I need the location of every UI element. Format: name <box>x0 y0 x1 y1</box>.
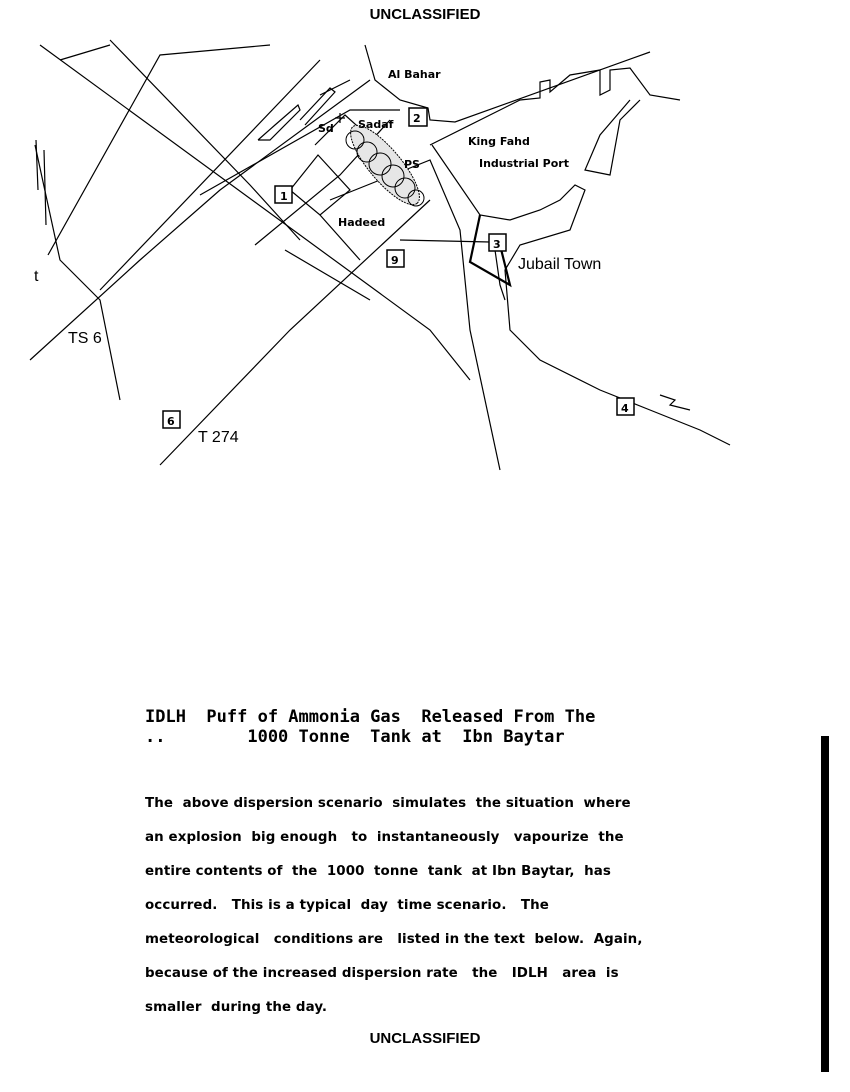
map-marker-6 <box>163 411 180 428</box>
map-coastline <box>365 45 650 122</box>
map-coastline <box>432 145 730 445</box>
release-point-icon <box>335 113 345 123</box>
label-ts6: TS 6 <box>68 330 102 347</box>
map-road <box>110 40 300 240</box>
map-coastline <box>585 100 640 175</box>
label-t-fragment: t <box>34 268 39 285</box>
map-marker-2 <box>409 108 427 126</box>
map-marker-9 <box>387 250 404 267</box>
label-industrial-port: Industrial Port <box>479 157 569 170</box>
map-marker-4 <box>617 398 634 415</box>
description-paragraph <box>145 778 745 1033</box>
svg-text:2: 2 <box>413 112 421 125</box>
map-road <box>60 45 110 60</box>
map-block <box>300 88 335 125</box>
figure-title-line: IDLH Puff of Ammonia Gas Released From The <box>145 707 596 727</box>
map-block <box>290 155 350 215</box>
label-al-bahar: Al Bahar <box>388 68 441 81</box>
paragraph-line: entire contents of the 1000 tonne tank at Ibn Baytar, has <box>145 864 611 879</box>
paragraph-line: an explosion big enough to instantaneously vapourize the <box>145 830 624 845</box>
svg-text:9: 9 <box>391 254 399 267</box>
svg-text:3: 3 <box>493 238 501 251</box>
svg-text:4: 4 <box>621 402 629 415</box>
label-king-fahd: King Fahd <box>468 135 530 148</box>
map-coastline <box>430 68 680 145</box>
map-road <box>36 140 38 190</box>
header-classification-marking: UNCLASSIFIED <box>369 6 481 23</box>
svg-text:6: 6 <box>167 415 175 428</box>
label-jubail-town: Jubail Town <box>518 256 602 273</box>
map-road <box>40 45 470 380</box>
footer-classification-marking: UNCLASSIFIED <box>369 1030 481 1047</box>
map-marker-1 <box>275 186 292 203</box>
map-road <box>400 240 490 242</box>
map-road <box>35 145 120 400</box>
dispersion-map <box>0 30 850 480</box>
label-t274: T 274 <box>198 429 239 446</box>
map-road <box>48 45 270 255</box>
label-hadeed: Hadeed <box>338 216 386 229</box>
map-marker-3 <box>489 234 506 251</box>
figure-title-line: .. 1000 Tonne Tank at Ibn Baytar <box>145 727 565 747</box>
svg-text:1: 1 <box>280 190 288 203</box>
map-coastline <box>660 395 690 410</box>
map-road <box>100 60 320 290</box>
paragraph-line: occurred. This is a typical day time scenario. The <box>145 898 549 913</box>
paragraph-line: meteorological conditions are listed in the text below. Again, <box>145 932 643 947</box>
label-sd: Sd <box>318 122 334 135</box>
paragraph-line: The above dispersion scenario simulates the situation where <box>145 796 631 811</box>
paragraph-line: smaller during the day. <box>145 1000 328 1015</box>
map-road <box>160 200 430 465</box>
label-ps: PS <box>404 158 420 171</box>
map-block <box>258 105 300 140</box>
label-sadaf: Sadaf <box>358 118 394 131</box>
paragraph-line: because of the increased dispersion rate the IDLH area is <box>145 966 619 981</box>
figure-title <box>145 707 745 747</box>
scan-edge-bar <box>821 736 829 1072</box>
